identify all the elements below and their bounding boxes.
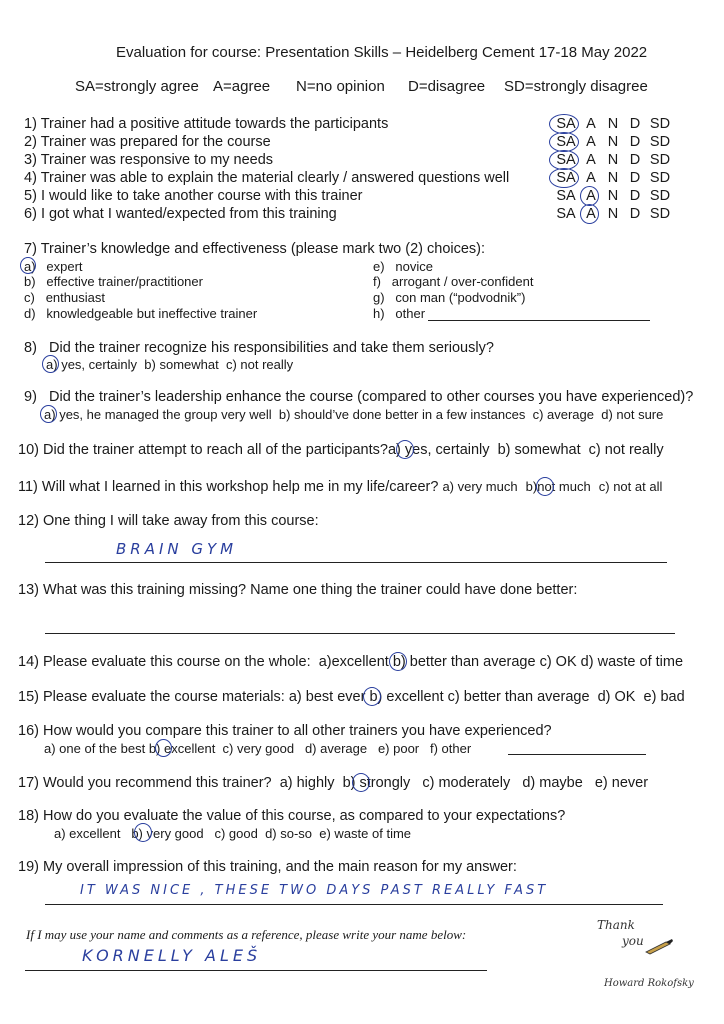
- q19-answer[interactable]: IT WAS NICE , THESE TWO DAYS PAST REALLY FAST: [80, 883, 549, 898]
- option-d[interactable]: d) not sure: [601, 407, 664, 422]
- option-b[interactable]: b): [525, 479, 538, 494]
- question-text: How do you evaluate the value of this course, as compared to your expectations?: [43, 808, 566, 824]
- question-text: Did the trainer recognize his responsibilities and take them seriously?: [49, 340, 494, 356]
- statement-text: Trainer had a positive attitude towards the participants: [40, 116, 389, 132]
- rating-a[interactable]: A: [586, 152, 596, 168]
- option-c[interactable]: c) very good: [222, 741, 295, 756]
- option-text: novice: [395, 259, 433, 274]
- legend-sa: SA=strongly agree: [75, 78, 199, 95]
- option-c[interactable]: c) not at all: [598, 479, 663, 494]
- option-a-text: yes, certainly: [404, 442, 490, 458]
- option-a[interactable]: a) one of the best: [44, 741, 146, 756]
- q7-option-g[interactable]: [373, 290, 525, 305]
- question-12: [18, 513, 319, 529]
- rating-sa[interactable]: SA: [556, 170, 576, 186]
- q7-other-field[interactable]: [428, 320, 650, 321]
- option-text: arrogant / over-confident: [391, 274, 534, 289]
- rating-d[interactable]: D: [629, 116, 641, 132]
- option-d[interactable]: d) so-so: [265, 826, 313, 841]
- rating-a[interactable]: A: [586, 170, 596, 186]
- option-text: knowledgeable but ineffective trainer: [46, 306, 258, 321]
- legend-a: A=agree: [213, 78, 271, 95]
- option-letter: g): [373, 290, 385, 305]
- selection-circle: [580, 186, 599, 206]
- selection-circle: [549, 150, 579, 170]
- option-a[interactable]: a): [44, 407, 56, 422]
- question-text: Would you recommend this trainer?: [43, 775, 272, 791]
- question-text: Please evaluate this course on the whole:: [43, 654, 311, 670]
- question-text: How would you compare this trainer to all other trainers you have experienced?: [43, 723, 552, 739]
- question-number: 10): [18, 442, 39, 458]
- question-number: 7): [24, 241, 37, 257]
- option-e[interactable]: e) bad: [643, 689, 685, 705]
- option-a[interactable]: a)excellent: [318, 654, 389, 670]
- option-d[interactable]: d) OK: [597, 689, 636, 705]
- question-11: [18, 479, 662, 495]
- option-letter: f): [373, 274, 381, 289]
- statement-text: I got what I wanted/expected from this training: [40, 206, 337, 222]
- reference-prompt: If I may use your name and comments as a reference, please write your name below:: [26, 927, 467, 942]
- question-text: Did the trainer attempt to reach all of the participants?: [43, 442, 388, 458]
- question-text: What was this training missing? Name one thing the trainer could have done better:: [43, 582, 578, 598]
- selection-circle: [134, 823, 152, 842]
- question-16: [18, 723, 552, 739]
- statement-number: 6): [24, 206, 37, 222]
- rating-sa[interactable]: SA: [556, 152, 576, 168]
- statement-1: [24, 116, 388, 132]
- selection-circle: [580, 204, 599, 224]
- question-number: 12): [18, 513, 39, 529]
- question-number: 8): [24, 340, 37, 356]
- q7-option-e[interactable]: [373, 259, 433, 274]
- question-text: My overall impression of this training, and the main reason for my answer:: [43, 859, 517, 875]
- option-e[interactable]: e) waste of time: [319, 826, 412, 841]
- rating-d[interactable]: D: [629, 170, 641, 186]
- q19-answer-line: [45, 904, 663, 905]
- selection-circle: [396, 440, 414, 459]
- option-c[interactable]: c) moderately: [422, 775, 511, 791]
- question-number: 17): [18, 775, 39, 791]
- rating-sd[interactable]: SD: [649, 152, 671, 168]
- question-15: [18, 689, 685, 705]
- q12-answer-line: [45, 562, 667, 563]
- option-a-text: yes, he managed the group very well: [59, 407, 272, 422]
- option-text: other: [395, 306, 426, 321]
- question-number: 15): [18, 689, 39, 705]
- rating-a[interactable]: A: [586, 188, 596, 204]
- q7-option-b[interactable]: [24, 274, 203, 289]
- question-text: One thing I will take away from this course:: [43, 513, 319, 529]
- rating-n[interactable]: N: [607, 206, 619, 222]
- statement-text: Trainer was able to explain the material clearly / answered questions well: [40, 170, 510, 186]
- rating-sd[interactable]: SD: [649, 206, 671, 222]
- option-d[interactable]: d) maybe: [522, 775, 583, 791]
- selection-circle: [155, 739, 172, 757]
- q7-option-d[interactable]: [24, 306, 257, 321]
- option-text: expert: [46, 259, 83, 274]
- rating-sd[interactable]: SD: [649, 188, 671, 204]
- option-b[interactable]: b) should’ve done better in a few instances: [278, 407, 526, 422]
- rating-sa[interactable]: SA: [556, 116, 576, 132]
- question-number: 18): [18, 808, 39, 824]
- option-text: con man (“podvodnik”): [395, 290, 526, 305]
- statement-text: Trainer was prepared for the course: [40, 134, 271, 150]
- pen-icon: [644, 938, 674, 961]
- question-text: Please evaluate the course materials:: [43, 689, 285, 705]
- question-text: Will what I learned in this workshop help me in my life/career?: [41, 479, 439, 495]
- option-b-text: very good: [146, 826, 204, 841]
- statement-text: Trainer was responsive to my needs: [40, 152, 274, 168]
- option-e[interactable]: e) never: [594, 775, 649, 791]
- question-10: [18, 442, 664, 458]
- question-number: 13): [18, 582, 39, 598]
- form-title: Evaluation for course: Presentation Skills – Heidelberg Cement 17-18 May 2022: [116, 44, 648, 61]
- rating-sa[interactable]: SA: [556, 188, 576, 204]
- trainer-signature: Howard Rokofsky: [604, 978, 694, 989]
- option-a[interactable]: a) best ever: [288, 689, 366, 705]
- option-b-text: strongly: [359, 775, 411, 791]
- q8-options: [46, 357, 293, 372]
- selection-circle: [389, 652, 407, 671]
- option-b-text: excellent: [386, 689, 444, 705]
- question-text: Trainer’s knowledge and effectiveness (please mark two (2) choices):: [40, 241, 486, 257]
- thank-you-text-1: Thank: [597, 918, 635, 932]
- rating-sa[interactable]: SA: [556, 134, 576, 150]
- option-b[interactable]: b): [131, 826, 143, 841]
- statement-6: [24, 206, 337, 222]
- option-a[interactable]: a) very much: [442, 479, 518, 494]
- rating-d[interactable]: D: [629, 134, 641, 150]
- statement-5: [24, 188, 363, 204]
- statement-3: [24, 152, 273, 168]
- option-f[interactable]: f) other: [429, 741, 472, 756]
- option-a-text: yes, certainly: [61, 357, 138, 372]
- option-c[interactable]: c) OK: [539, 654, 577, 670]
- rating-n[interactable]: N: [607, 170, 619, 186]
- option-c[interactable]: c) better than average: [447, 689, 590, 705]
- q7-option-f[interactable]: [373, 274, 533, 289]
- question-14: [18, 654, 683, 670]
- option-a[interactable]: a) excellent: [54, 826, 121, 841]
- legend-n: N=no opinion: [296, 78, 385, 95]
- selection-circle: [549, 114, 579, 134]
- selection-circle: [40, 405, 57, 423]
- option-letter: c): [24, 290, 35, 305]
- statement-number: 1): [24, 116, 37, 132]
- option-b[interactable]: b): [342, 775, 356, 791]
- option-c[interactable]: c) not really: [588, 442, 664, 458]
- statement-2: [24, 134, 271, 150]
- rating-sa[interactable]: SA: [556, 206, 576, 222]
- option-c[interactable]: c) average: [532, 407, 594, 422]
- question-7: [24, 241, 485, 257]
- reference-name[interactable]: KORNELLY ALEŠ: [82, 946, 262, 965]
- q12-answer[interactable]: BRAIN GYM: [116, 540, 238, 558]
- rating-d[interactable]: D: [629, 188, 641, 204]
- question-13: [18, 582, 577, 598]
- rating-d[interactable]: D: [629, 206, 641, 222]
- option-text: effective trainer/practitioner: [46, 274, 203, 289]
- rating-n[interactable]: N: [607, 188, 619, 204]
- reference-name-line: [25, 970, 487, 971]
- question-18: [18, 808, 565, 824]
- statement-4: [24, 170, 509, 186]
- statement-text: I would like to take another course with this trainer: [40, 188, 363, 204]
- legend-d: D=disagree: [408, 78, 486, 95]
- question-number: 11): [18, 479, 38, 495]
- q7-option-c[interactable]: [24, 290, 105, 305]
- selection-circle: [20, 257, 36, 274]
- rating-a[interactable]: A: [586, 116, 596, 132]
- selection-circle: [42, 355, 59, 373]
- option-e[interactable]: e) poor: [377, 741, 420, 756]
- legend-sd: SD=strongly disagree: [504, 78, 648, 95]
- statement-number: 5): [24, 188, 37, 204]
- q18-options: [54, 826, 411, 841]
- question-17: [18, 775, 648, 791]
- option-letter: d): [24, 306, 36, 321]
- option-a[interactable]: a): [46, 357, 58, 372]
- thank-you-text-2: you: [622, 934, 644, 948]
- question-number: 16): [18, 723, 39, 739]
- rating-d[interactable]: D: [629, 152, 641, 168]
- option-letter: e): [373, 259, 385, 274]
- q7-option-h[interactable]: [373, 306, 425, 321]
- rating-n[interactable]: N: [607, 134, 619, 150]
- option-b[interactable]: b): [369, 689, 383, 705]
- option-d[interactable]: d) waste of time: [580, 654, 684, 670]
- question-number: 14): [18, 654, 39, 670]
- option-letter: a): [24, 259, 36, 274]
- selection-circle: [549, 132, 579, 152]
- statement-number: 4): [24, 170, 37, 186]
- question-number: 19): [18, 859, 39, 875]
- question-number: 9): [24, 389, 37, 405]
- rating-sd[interactable]: SD: [649, 134, 671, 150]
- selection-circle: [549, 168, 579, 188]
- option-a[interactable]: a): [387, 442, 401, 458]
- statement-number: 3): [24, 152, 37, 168]
- rating-n[interactable]: N: [607, 116, 619, 132]
- rating-a[interactable]: A: [586, 134, 596, 150]
- statement-number: 2): [24, 134, 37, 150]
- selection-circle: [363, 687, 381, 706]
- q16-other-field[interactable]: [508, 754, 646, 755]
- option-b[interactable]: b) somewhat: [497, 442, 581, 458]
- option-b-text: better than average: [409, 654, 536, 670]
- selection-circle: [536, 477, 554, 496]
- rating-a[interactable]: A: [586, 206, 596, 222]
- option-text: enthusiast: [45, 290, 105, 305]
- option-letter: h): [373, 306, 385, 321]
- option-c[interactable]: c) good: [214, 826, 258, 841]
- question-9: [24, 389, 693, 405]
- question-8: [24, 340, 494, 356]
- option-letter: b): [24, 274, 36, 289]
- option-a[interactable]: a) highly: [279, 775, 335, 791]
- rating-sd[interactable]: SD: [649, 170, 671, 186]
- option-b[interactable]: b) somewhat: [144, 357, 219, 372]
- option-b-text: not much: [537, 479, 591, 494]
- question-text: Did the trainer’s leadership enhance the course (compared to other courses you have experienced)?: [49, 389, 694, 405]
- q16-options: [44, 741, 471, 756]
- rating-scale-5[interactable]: [552, 188, 674, 204]
- rating-n[interactable]: N: [607, 152, 619, 168]
- option-b[interactable]: b): [392, 654, 406, 670]
- q9-options: [44, 407, 663, 422]
- option-c[interactable]: c) not really: [225, 357, 294, 372]
- rating-sd[interactable]: SD: [649, 116, 671, 132]
- option-d[interactable]: d) average: [304, 741, 368, 756]
- selection-circle: [352, 773, 370, 792]
- option-b-text: excellent: [164, 741, 216, 756]
- question-19: [18, 859, 517, 875]
- option-b[interactable]: b): [148, 741, 161, 756]
- rating-scale-6[interactable]: [552, 206, 674, 222]
- q13-answer-line: [45, 633, 675, 634]
